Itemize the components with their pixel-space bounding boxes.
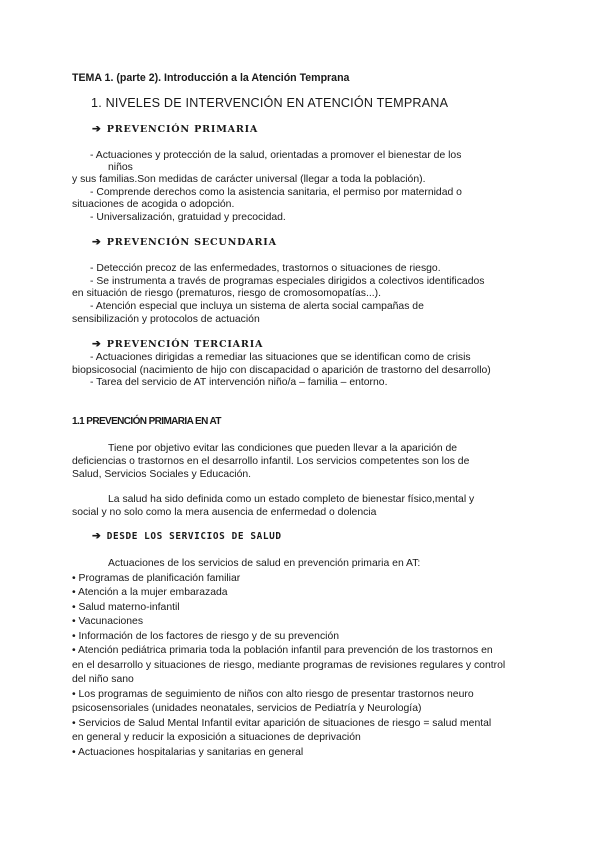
list-item: en el desarrollo y situaciones de riesgo, mediante programas de revisiones regulares y control [72,660,506,671]
heading-label: PREVENCIÓN PRIMARIA [106,124,259,135]
text-line: - Se instrumenta a través de programas especiales dirigidos a colectivos identificados [90,276,485,287]
heading-label: DESDE LOS SERVICIOS DE SALUD [106,531,282,542]
section-heading-niveles: 1. NIVELES DE INTERVENCIÓN EN ATENCIÓN TEMPRANA [91,96,449,110]
text-line: Salud, Servicios Sociales y Educación. [72,469,252,480]
text-line: - Actuaciones y protección de la salud, orientadas a promover el bienestar de los [90,150,462,161]
heading-servicios-salud [92,530,282,543]
text-line: - Detección precoz de las enfermedades, trastornos o situaciones de riesgo. [90,263,441,274]
text-line: sensibilización y protocolos de actuación [72,314,260,325]
text-line: social y no solo como la mera ausencia de enfermedad o dolencia [72,507,377,518]
text-line: Tiene por objetivo evitar las condiciones que pueden llevar a la aparición de [108,443,458,454]
text-line: Actuaciones de los servicios de salud en prevención primaria en AT: [108,558,421,569]
text-line: biopsicosocial (nacimiento de hijo con discapacidad o aparición de trastorno del desarrollo) [72,365,491,376]
section-heading-1-1: 1.1 PREVENCIÓN PRIMARIA EN AT [72,416,221,427]
list-item: • Los programas de seguimiento de niños con alto riesgo de presentar trastornos neuro [72,689,474,700]
arrow-right-icon: ➔ [92,339,101,350]
list-item: • Servicios de Salud Mental Infantil evitar aparición de situaciones de riesgo = salud mental [72,718,492,729]
text-line: - Comprende derechos como la asistencia sanitaria, el permiso por maternidad o [90,187,462,198]
list-item: en general y reducir la exposición a situaciones de deprivación [72,732,361,743]
arrow-right-icon: ➔ [92,531,101,542]
heading-prevencion-terciaria [92,338,263,351]
text-line: en situación de riesgo (prematuros, riesgo de cromosomopatías...). [72,288,381,299]
list-item: del niño sano [72,674,134,685]
text-line: - Actuaciones dirigidas a remediar las situaciones que se identifican como de crisis [90,352,471,363]
text-line: - Universalización, gratuidad y precocidad. [90,212,286,223]
text-line: y sus familias.Son medidas de carácter universal (llegar a toda la población). [72,174,426,185]
list-item: • Vacunaciones [72,616,144,627]
text-line: - Tarea del servicio de AT intervención niño/a – familia – entorno. [90,377,388,388]
arrow-right-icon: ➔ [92,124,101,135]
list-item: • Actuaciones hospitalarias y sanitarias en general [72,747,304,758]
text-line: - Atención especial que incluya un sistema de alerta social campañas de [90,301,424,312]
heading-prevencion-primaria [92,123,258,136]
text-line: niños [108,162,133,173]
text-line: deficiencias o trastornos en el desarrollo infantil. Los servicios competentes son los de [72,456,470,467]
heading-prevencion-secundaria [92,236,277,249]
list-item: • Información de los factores de riesgo y de su prevención [72,631,340,642]
list-item: • Atención a la mujer embarazada [72,587,228,598]
list-item: psicosensoriales (unidades neonatales, servicios de Pediatría y Neurología) [72,703,422,714]
list-item: • Programas de planificación familiar [72,573,241,584]
text-line: situaciones de acogida o adopción. [72,199,235,210]
document-title: TEMA 1. (parte 2). Introducción a la Atención Temprana [72,72,350,84]
arrow-right-icon: ➔ [92,237,101,248]
heading-label: PREVENCIÓN TERCIARIA [106,339,264,350]
list-item: • Salud materno-infantil [72,602,180,613]
list-item: • Atención pediátrica primaria toda la población infantil para prevención de los trastornos en [72,645,493,656]
text-line: La salud ha sido definida como un estado completo de bienestar físico,mental y [108,494,475,505]
heading-label: PREVENCIÓN SECUNDARIA [106,237,277,248]
